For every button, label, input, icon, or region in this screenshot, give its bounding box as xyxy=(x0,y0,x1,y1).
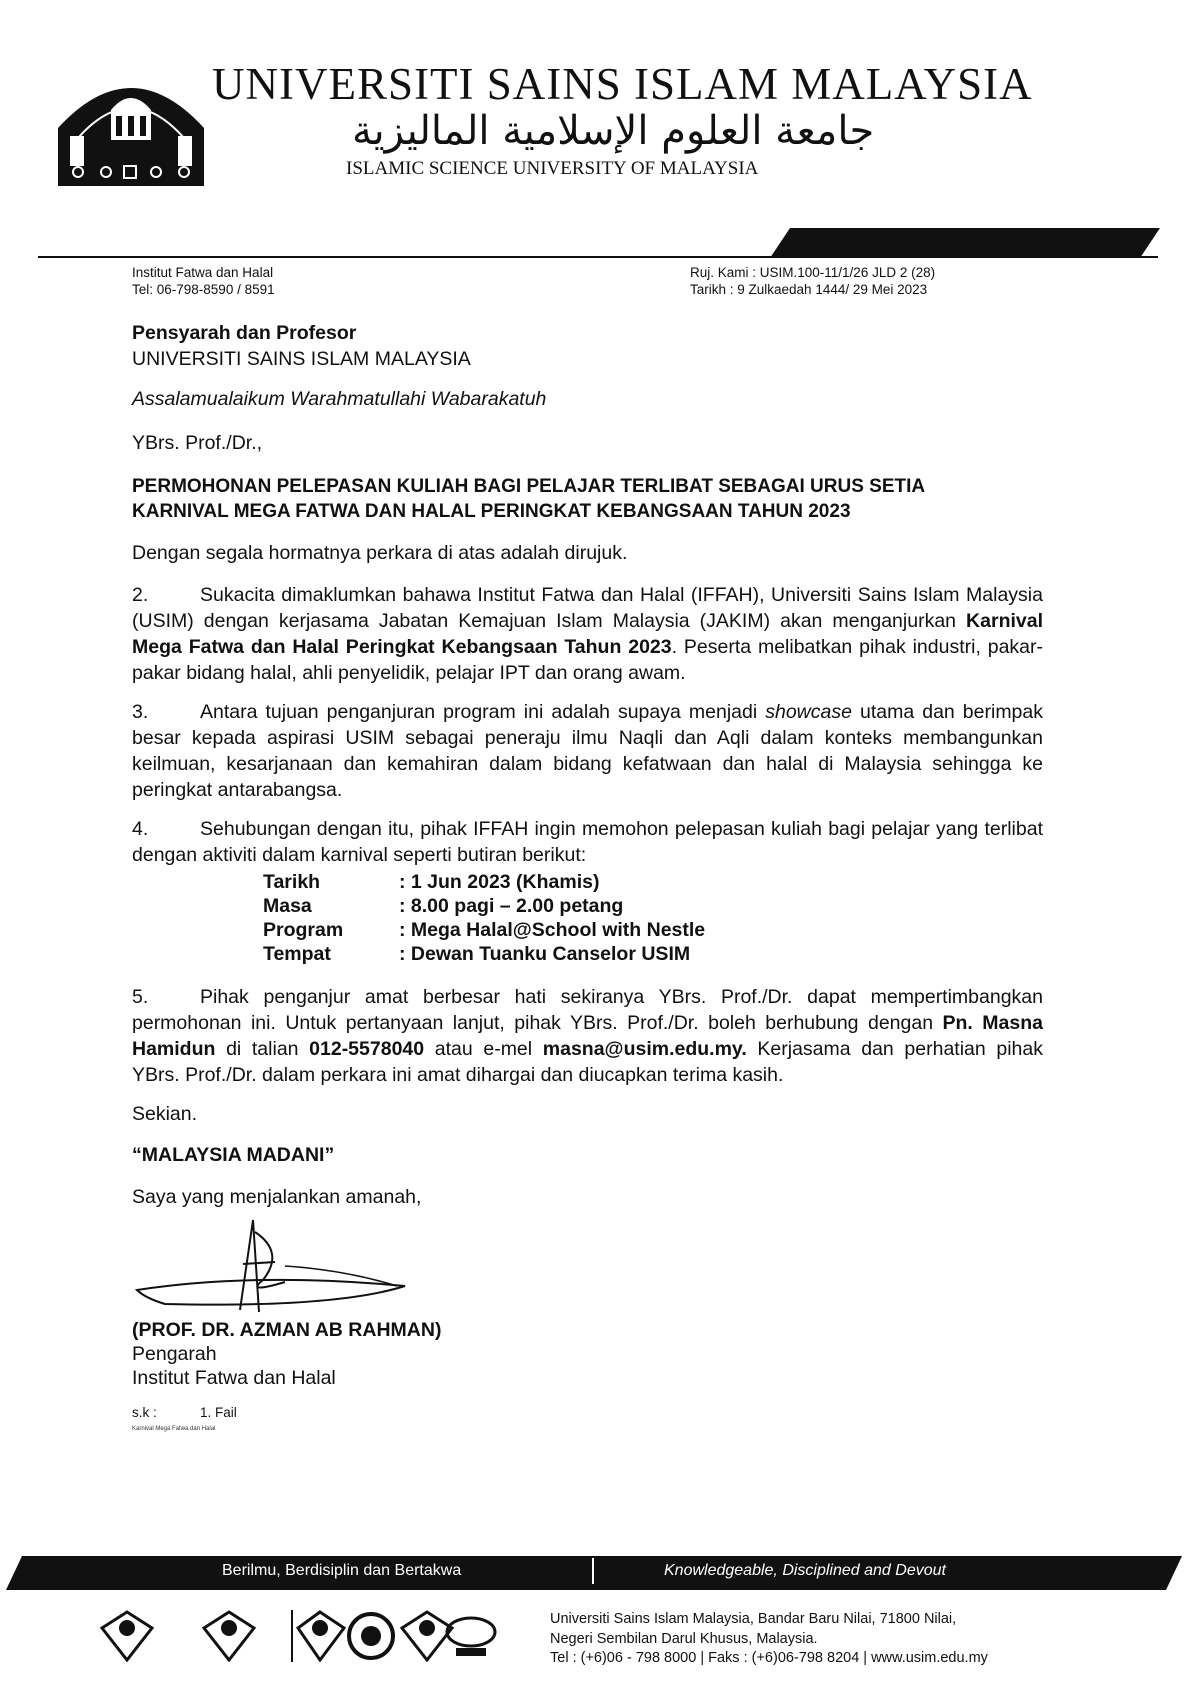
contact-phone[interactable]: 012-5578040 xyxy=(309,1038,425,1060)
signatory-position: Pengarah xyxy=(132,1343,217,1365)
reference-block xyxy=(690,264,935,298)
footer-motto-malay: Berilmu, Berdisiplin dan Bertakwa xyxy=(222,1562,462,1579)
paragraph-number: 2. xyxy=(132,584,149,606)
sk-item: 1. Fail xyxy=(200,1405,237,1420)
signatory-name: (PROF. DR. AZMAN AB RAHMAN) xyxy=(132,1319,442,1341)
salutation: YBrs. Prof./Dr., xyxy=(132,432,263,454)
paragraph-number: 4. xyxy=(132,818,149,840)
paragraph-2: 2. Sukacita dimaklumkan bahawa Institut Fatwa dan Halal (IFFAH), Universiti Sains Islam Malaysia (USIM) dengan kerjasama Jabatan Kemajuan Islam Malaysia (JAKIM) akan menganjurkan Karnival Mega Fatwa dan Halal Peringkat Kebangsaan Tahun 2023. Peserta melibatkan pihak industri, pakar- pakar bidang halal, ahli penyelidik, pelajar IPT dan orang awam. xyxy=(132,584,1043,684)
detail-label: Program xyxy=(263,919,344,941)
certification-logo-1 xyxy=(98,1610,156,1662)
sender-block xyxy=(132,264,275,298)
footer-address xyxy=(550,1610,988,1669)
footer-motto-separator xyxy=(592,1558,594,1584)
detail-value: : Dewan Tuanku Canselor USIM xyxy=(399,943,691,965)
closing: Sekian. xyxy=(132,1103,198,1125)
subject-line-2: KARNIVAL MEGA FATWA DAN HALAL PERINGKAT KEBANGSAAN TAHUN 2023 xyxy=(132,501,851,522)
reference-date: Tarikh : 9 Zulkaedah 1444/ 29 Mei 2023 xyxy=(690,282,928,297)
university-name-english: ISLAMIC SCIENCE UNIVERSITY OF MALAYSIA xyxy=(346,158,759,179)
signature xyxy=(135,1212,415,1322)
intro-paragraph: Dengan segala hormatnya perkara di atas adalah dirujuk. xyxy=(132,542,628,564)
header-accent xyxy=(770,228,1160,263)
footer-motto-english: Knowledgeable, Disciplined and Devout xyxy=(664,1562,946,1579)
contact-email[interactable]: masna@usim.edu.my. xyxy=(542,1038,747,1060)
detail-value: : 1 Jun 2023 (Khamis) xyxy=(399,871,600,893)
certification-logo-4 xyxy=(342,1610,400,1662)
signatory-block xyxy=(132,1318,441,1390)
signatory-department: Institut Fatwa dan Halal xyxy=(132,1367,336,1389)
paragraph-number: 5. xyxy=(132,986,149,1008)
footer-address-line-1: Universiti Sains Islam Malaysia, Bandar Baru Nilai, 71800 Nilai, xyxy=(550,1611,957,1627)
recipient-title: Pensyarah dan Profesor xyxy=(132,322,357,344)
detail-label: Tempat xyxy=(263,943,331,965)
university-name-arabic: جامعة العلوم الإسلامية الماليزية xyxy=(352,108,875,154)
paragraph-3: 3. Antara tujuan penganjuran program ini adalah supaya menjadi showcase utama dan berimpak besar kepada aspirasi USIM sebagai peneraju ilmu Naqli dan Aqli dalam konteks membangunkan keilmuan, kesarjanaan dan kemahiran dalam bidang kefatwaan dan halal di Malaysia sehingga ke peringkat antarabangsa. xyxy=(132,701,1044,801)
detail-row xyxy=(263,894,705,918)
certification-logo-2 xyxy=(200,1610,258,1662)
subject xyxy=(132,474,925,524)
footer-address-line-2: Negeri Sembilan Darul Khusus, Malaysia. xyxy=(550,1630,818,1647)
greeting: Assalamualaikum Warahmatullahi Wabarakatuh xyxy=(132,388,547,410)
recipient-block xyxy=(132,320,471,372)
motto: “MALAYSIA MADANI” xyxy=(132,1144,335,1166)
file-reference: Karnival Mega Fatwa dan Halal xyxy=(132,1426,216,1432)
footer-contact-line: Tel : (+6)06 - 798 8000 | Faks : (+6)06-798 8204 | www.usim.edu.my xyxy=(550,1650,988,1666)
paragraph-5: 5. Pihak penganjur amat berbesar hati sekiranya YBrs. Prof./Dr. dapat mempertimbangkan permohonan ini. Untuk pertanyaan lanjut, pihak YBrs. Prof./Dr. boleh berhubung dengan Pn. Masna Hamidun di talian 012-5578040 atau e-mel masna@usim.edu.my. Kerjasama dan perhatian pihak YBrs. Prof./Dr. dalam perkara ini amat dihargai dan diucapkan terima kasih. xyxy=(132,986,1043,1086)
footer-band xyxy=(0,1556,1200,1590)
contact-name: Pn. Masna Hamidun xyxy=(132,1012,1043,1060)
event-details xyxy=(263,870,705,966)
detail-row xyxy=(263,942,705,966)
sk-label: s.k : xyxy=(132,1405,157,1420)
detail-label: Tarikh xyxy=(263,871,321,893)
certification-logo-6 xyxy=(442,1610,500,1662)
detail-value: : Mega Halal@School with Nestle xyxy=(399,919,706,941)
sender-tel: Tel: 06-798-8590 / 8591 xyxy=(132,282,275,297)
trust-line: Saya yang menjalankan amanah, xyxy=(132,1186,422,1208)
reference-number: Ruj. Kami : USIM.100-11/1/26 JLD 2 (28) xyxy=(690,265,936,280)
paragraph-number: 3. xyxy=(132,701,149,723)
detail-value: : 8.00 pagi – 2.00 petang xyxy=(399,895,624,917)
recipient-org: UNIVERSITI SAINS ISLAM MALAYSIA xyxy=(132,348,471,370)
detail-label: Masa xyxy=(263,895,312,917)
detail-row xyxy=(263,918,705,942)
sender-department: Institut Fatwa dan Halal xyxy=(132,265,274,280)
subject-line-1: PERMOHONAN PELEPASAN KULIAH BAGI PELAJAR TERLIBAT SEBAGAI URUS SETIA xyxy=(132,476,926,497)
university-name: UNIVERSITI SAINS ISLAM MALAYSIA xyxy=(212,59,1033,109)
paragraph-4: 4. Sehubungan dengan itu, pihak IFFAH ingin memohon pelepasan kuliah bagi pelajar yang terlibat dengan aktiviti dalam karnival seperti butiran berikut: xyxy=(132,818,1043,866)
detail-row xyxy=(263,870,705,894)
certification-logo-3 xyxy=(290,1610,348,1662)
university-logo xyxy=(56,58,206,188)
